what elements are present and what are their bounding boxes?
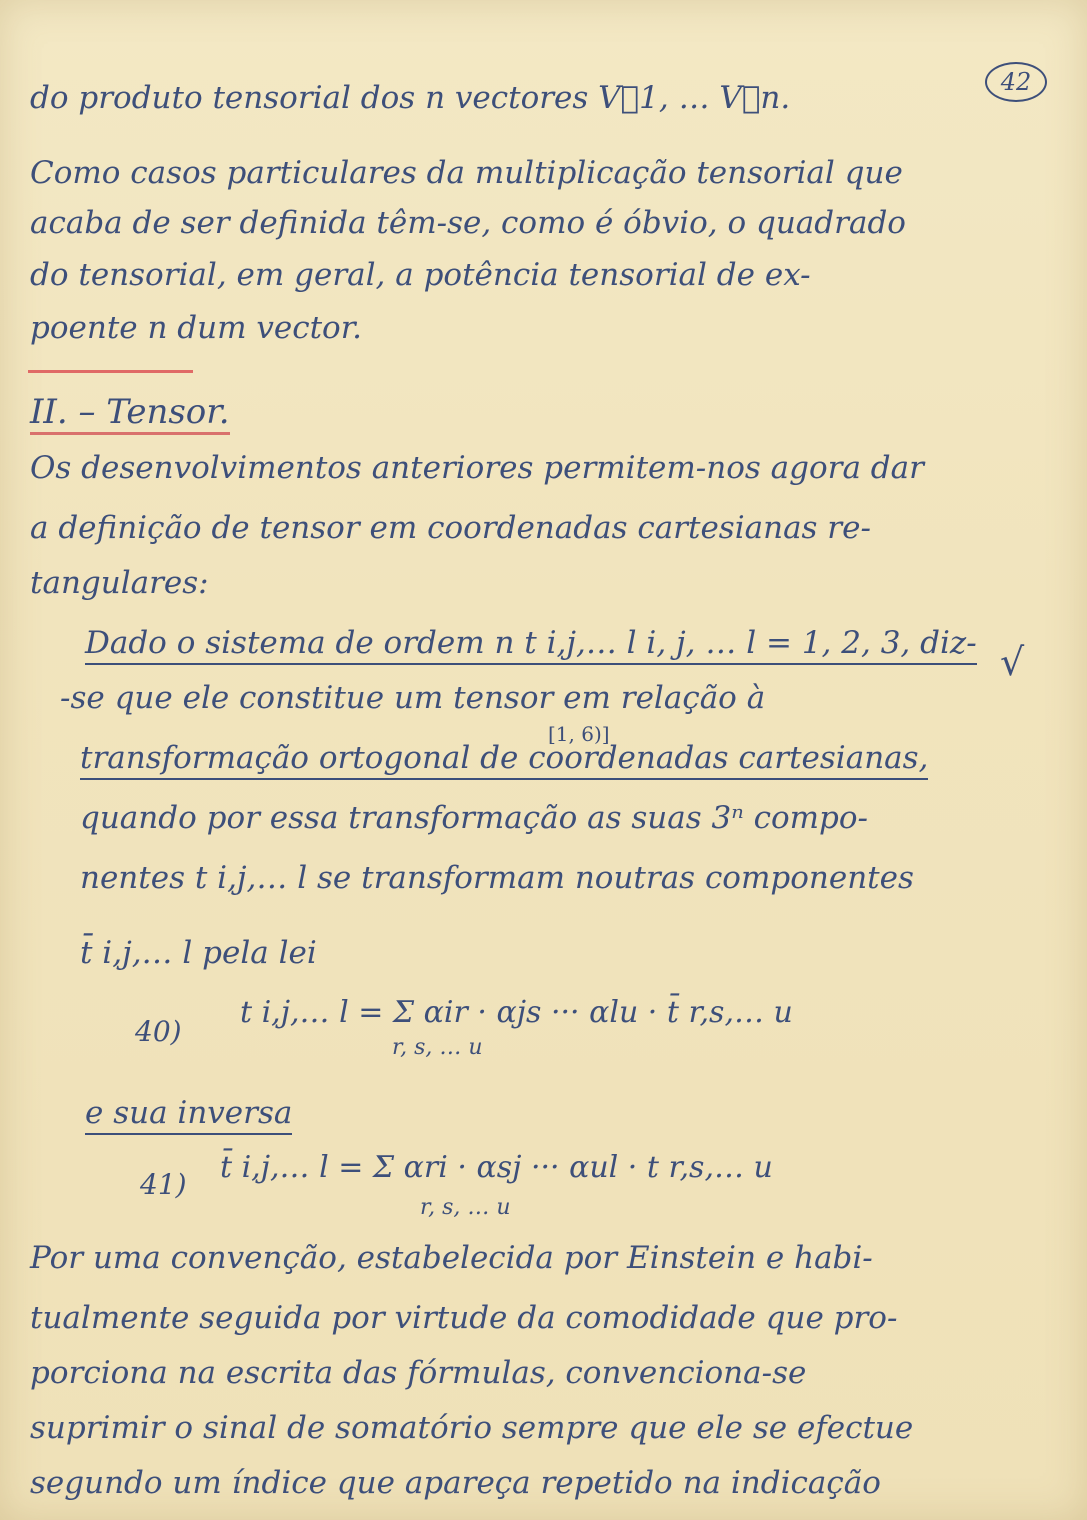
text-line: Como casos particulares da multiplicação tensorial que bbox=[30, 155, 903, 191]
insertion-note: [1, 6)] bbox=[548, 722, 610, 746]
text-line: do produto tensorial dos n vectores V⃗1, … V⃗n. bbox=[30, 80, 791, 116]
text-line: Os desenvolvimentos anteriores permitem-nos agora dar bbox=[30, 450, 924, 486]
text-line: t̄ i,j,… l pela lei bbox=[80, 935, 317, 971]
text-line: do tensorial, em geral, a potência tensorial de ex- bbox=[30, 257, 811, 293]
text-line: poente n dum vector. bbox=[30, 310, 362, 346]
text-line: acaba de ser definida têm-se, como é óbvio, o quadrado bbox=[30, 205, 906, 241]
text-line: porciona na escrita das fórmulas, convenciona-se bbox=[30, 1355, 807, 1391]
equation-number: 41) bbox=[140, 1168, 187, 1201]
section-title: II. – Tensor. bbox=[30, 392, 230, 432]
text-line: a definição de tensor em coordenadas cartesianas re- bbox=[30, 510, 871, 546]
text-line: quando por essa transformação as suas 3ⁿ compo- bbox=[80, 800, 869, 836]
page-number: 42 bbox=[985, 62, 1047, 102]
equation-40: t i,j,… l = Σ αir · αjs ··· αlu · t̄ r,s,… u bbox=[240, 995, 793, 1030]
sum-index: r, s, … u bbox=[420, 1195, 511, 1220]
equation-41: t̄ i,j,… l = Σ αri · αsj ··· αul · t r,s,… u bbox=[220, 1150, 773, 1185]
text-line: suprimir o sinal de somatório sempre que ele se efectue bbox=[30, 1410, 914, 1446]
text-line: Por uma convenção, estabelecida por Einstein e habi- bbox=[30, 1240, 873, 1276]
text-line: Dado o sistema de ordem n t i,j,… l i, j, … l = 1, 2, 3, diz- bbox=[85, 625, 1045, 661]
text-line: segundo um índice que apareça repetido na indicação bbox=[30, 1465, 881, 1501]
equation-number: 40) bbox=[135, 1015, 182, 1048]
text-line: transformação ortogonal de coordenadas cartesianas, bbox=[80, 740, 1050, 776]
sum-index: r, s, … u bbox=[392, 1035, 483, 1060]
text-line: tualmente seguida por virtude da comodidade que pro- bbox=[30, 1300, 898, 1336]
text-line: e sua inversa bbox=[85, 1095, 485, 1131]
text-line: -se que ele constitue um tensor em relação à bbox=[60, 680, 766, 716]
text-line: tangulares: bbox=[30, 565, 209, 601]
red-divider bbox=[28, 370, 193, 373]
text-line: nentes t i,j,… l se transformam noutras componentes bbox=[80, 860, 914, 896]
check-mark: √ bbox=[1000, 640, 1025, 684]
